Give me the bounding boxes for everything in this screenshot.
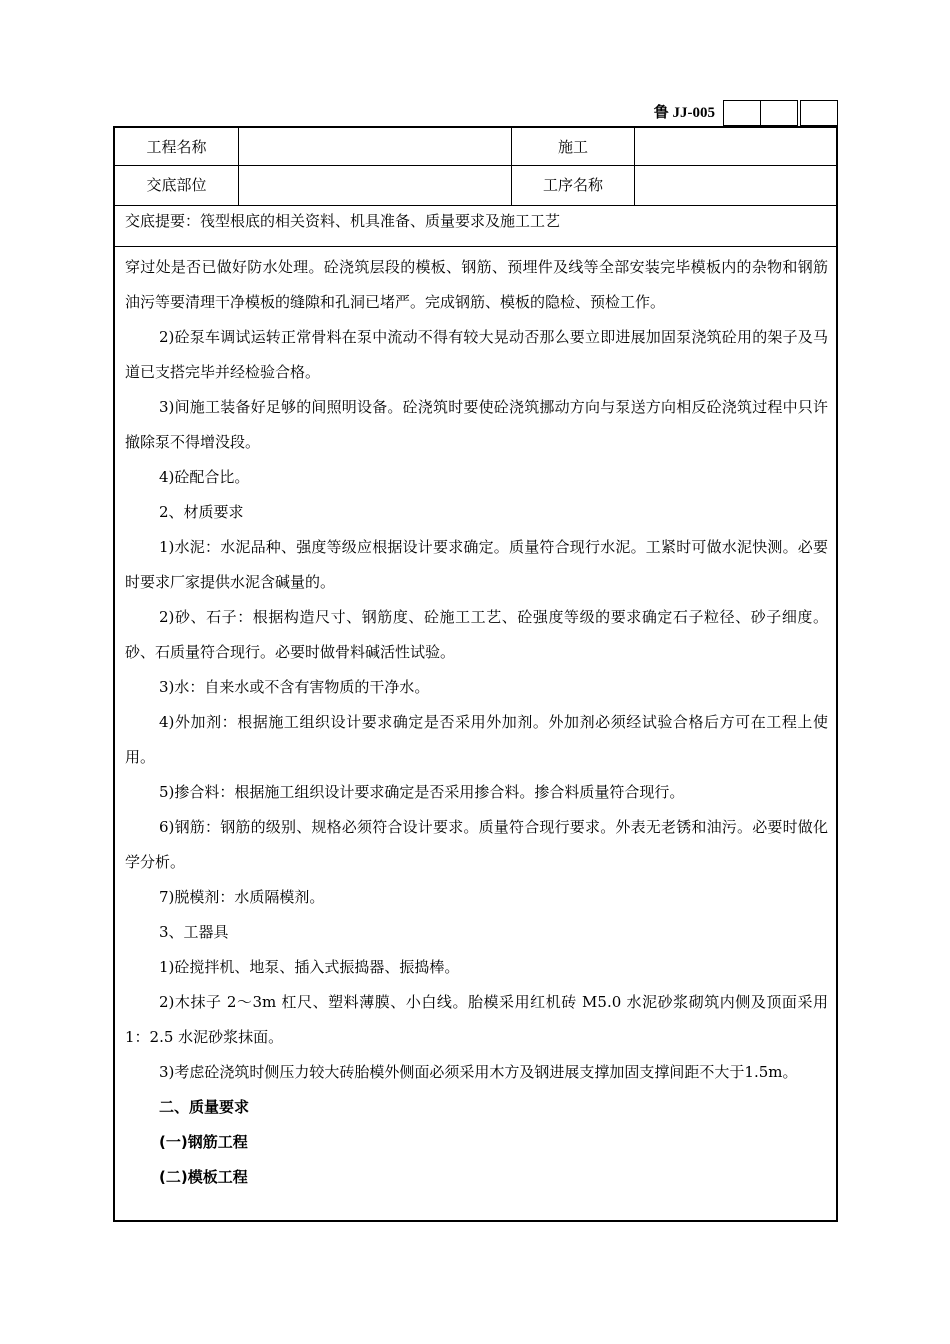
paragraph: 2)木抹子 2～3m 杠尺、塑料薄膜、小白线。胎模采用红机砖 M5.0 水泥砂浆砌筑内侧及顶面采用 1：2.5 水泥砂浆抹面。	[125, 993, 828, 1046]
form-code: 鲁 JJ-005	[653, 105, 715, 121]
construction-value[interactable]	[635, 128, 836, 165]
summary-text: 交底提要：筏型根底的相关资料、机具准备、质量要求及施工工艺	[125, 212, 561, 230]
project-name-label: 工程名称	[146, 138, 207, 156]
process-label: 工序名称	[542, 176, 603, 194]
section-heading: 3、工器具	[159, 923, 229, 941]
header-divider-2	[115, 205, 836, 206]
location-label: 交底部位	[146, 176, 207, 194]
process-value[interactable]	[635, 166, 836, 205]
summary-divider	[115, 246, 836, 247]
paragraph: 2)砼泵车调试运转正常骨料在泵中流动不得有较大晃动否那么要立即进展加固泵浇筑砼用的架子及马道已支搭完毕并经检验合格。	[125, 328, 828, 381]
paragraph: 6)钢筋：钢筋的级别、规格必须符合设计要求。质量符合现行要求。外表无老锈和油污。必要时做化学分析。	[125, 818, 828, 871]
code-box-2	[760, 100, 798, 126]
subsection-heading: (一)钢筋工程	[159, 1133, 248, 1151]
subsection-heading: (二)模板工程	[159, 1168, 248, 1186]
paragraph: 穿过处是否已做好防水处理。砼浇筑层段的模板、钢筋、预埋件及线等全部安装完毕模板内的杂物和钢筋油污等要清理干净模板的缝隙和孔洞已堵严。完成钢筋、模板的隐检、预检工作。	[125, 258, 828, 311]
content-body	[125, 250, 828, 1195]
paragraph: 4)外加剂：根据施工组织设计要求确定是否采用外加剂。外加剂必须经试验合格后方可在工程上使用。	[125, 713, 828, 766]
paragraph: 1)水泥：水泥品种、强度等级应根据设计要求确定。质量符合现行水泥。工紧时可做水泥快测。必要时要求厂家提供水泥含碱量的。	[125, 538, 828, 591]
form-code-row	[560, 100, 838, 126]
quality-heading: 二、质量要求	[159, 1098, 250, 1116]
code-box-3	[800, 100, 838, 126]
paragraph: 3)考虑砼浇筑时侧压力较大砖胎模外侧面必须采用木方及钢进展支撑加固支撑间距不大于1.5m。	[159, 1063, 798, 1081]
location-value[interactable]	[239, 166, 511, 205]
paragraph: 3)水：自来水或不含有害物质的干净水。	[159, 678, 430, 696]
disclosure-form	[113, 126, 838, 1222]
paragraph: 2)砂、石子：根据构造尺寸、钢筋度、砼施工工艺、砼强度等级的要求确定石子粒径、砂子细度。砂、石质量符合现行。必要时做骨料碱活性试验。	[125, 608, 828, 661]
paragraph: 3)间施工装备好足够的间照明设备。砼浇筑时要使砼浇筑挪动方向与泵送方向相反砼浇筑过程中只许撤除泵不得增没段。	[125, 398, 828, 451]
project-name-value[interactable]	[239, 128, 511, 165]
paragraph: 7)脱模剂：水质隔模剂。	[159, 888, 325, 906]
section-heading: 2、材质要求	[159, 503, 244, 521]
paragraph: 1)砼搅拌机、地泵、插入式振捣器、振捣棒。	[159, 958, 460, 976]
paragraph: 5)掺合料：根据施工组织设计要求确定是否采用掺合料。掺合料质量符合现行。	[159, 783, 685, 801]
paragraph: 4)砼配合比。	[159, 468, 250, 486]
code-box-1	[723, 100, 761, 126]
construction-label: 施工	[557, 138, 588, 156]
